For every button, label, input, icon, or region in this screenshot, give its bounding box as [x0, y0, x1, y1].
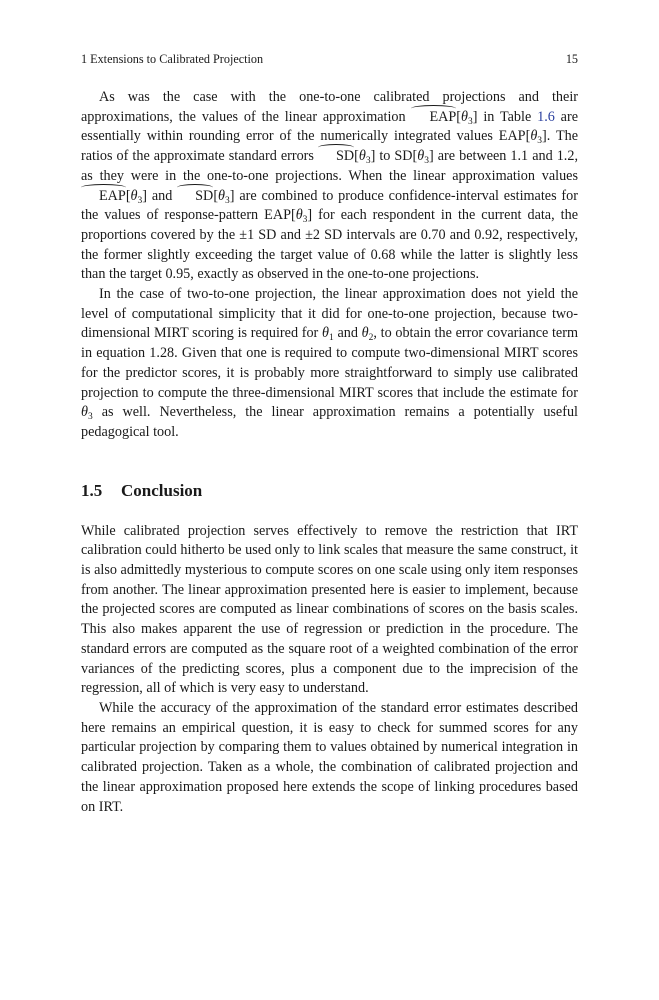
text-run: as well. Nevertheless, the linear approximation remains a potentially useful pedagogical tool. — [81, 404, 578, 440]
paragraph-2 — [81, 285, 578, 443]
subscript: 3 — [468, 116, 473, 127]
section-heading — [81, 481, 578, 501]
text-run: to SD[ — [375, 148, 418, 165]
paragraph-1: As was the case with the one-to-one calibrated projections and their approximations, the values of the linear approximation $EAP[\theta_3]$ in Table 1.6 are essentially within rounding error of the numerically integrated values $EAP[\theta_3]$. The ratios of the approximate standard errors $SD[\theta_3]$ to $SD[\theta_3]$ are between 1.1 and 1.2, as they were in the one-to-one projections. When the linear approximation values $EAP[\theta_3]$ and $SD[\theta_3]$ are combined to produce confidence-interval estimates for the values of response-pattern $EAP[\theta_3]$ for each respondent in the current data, the proportions covered by the ±1 SD and ±2 SD intervals are 0.70 and 0.92, respectively, the former slightly exceeding the target value of 0.68 while the latter is slightly less than the target 0.95, exactly as observed in the one-to-one projections. — [81, 89, 579, 283]
theta-symbol: θ — [358, 148, 366, 165]
subscript: 3 — [537, 136, 543, 147]
sd-hat: SD — [318, 147, 354, 167]
text-run: In the case of two-to-one projection, the linear approximation does not yield the level of computational simplicity that it did for one-to-one projection, because two-dimensional MIRT scoring is required for — [81, 286, 578, 342]
theta-symbol: θ — [322, 325, 329, 342]
subscript: 3 — [87, 412, 93, 423]
theta-symbol: θ — [218, 187, 226, 204]
theta-symbol: θ — [530, 128, 538, 145]
paragraph-3: While calibrated projection serves effectively to remove the restriction that IRT calibration could hitherto be used only to link scales that measure the same construct, it is also admittedly mysterious to compute scores on one scale using only item responses from another. The linear approximation presented here is easier to implement, because the projected scores are computed as linear combinations of scores on the basis scales. This also makes apparent the use of regression or prediction in the procedure. The standard errors are computed as the square root of a weighted combination of the error variances of the predicting scores, plus a component due to the imprecision of the regression, all of which is very easy to understand. — [81, 522, 578, 697]
table-link[interactable]: 1.6 — [537, 108, 555, 125]
eap-hat: EAP — [81, 187, 126, 207]
page-body — [81, 88, 578, 817]
text-run: , to obtain the error covariance term in equation 1.28. Given that one is required to compute two-dimensional MIRT scores for the predictor scores, it is probably more straightforward to simply use calibrated projection to compute the three-dimensional MIRT scores that include the estimate for — [81, 325, 578, 401]
theta-symbol: θ — [81, 404, 88, 421]
eap-hat: EAP — [411, 108, 456, 128]
section-title: Conclusion — [121, 480, 203, 500]
paragraph-4: While the accuracy of the approximation of the standard error estimates described here remains an empirical question, it is easy to check for summed scores for any particular projection by comparing them to values obtained by numerical integration in calibrated projection. Taken as a whole, the combination of calibrated projection and the linear approximation proposed here extends the scope of linking procedures based on IRT. — [81, 699, 578, 815]
subscript: 3 — [424, 156, 429, 167]
text-run: in Table — [477, 108, 538, 125]
text-run: and — [147, 187, 178, 204]
section-number: 1.5 — [81, 480, 103, 500]
theta-symbol: θ — [461, 108, 468, 125]
page-number: 15 — [565, 52, 578, 66]
subscript: 3 — [365, 156, 371, 167]
text-run: are combined to produce confidence-interval estimates for the values of response-pattern EAP[ — [81, 187, 578, 224]
text-run: ]. The ratios of the approximate standard errors — [81, 128, 579, 165]
theta-symbol: θ — [361, 325, 369, 342]
theta-symbol: θ — [295, 207, 303, 224]
running-header — [81, 52, 578, 68]
theta-symbol: θ — [417, 148, 425, 165]
running-head-chapter: 1 Extensions to Calibrated Projection — [81, 52, 264, 66]
text-run: ] are between 1.1 and 1.2, as they were in the one-to-one projections. When the linear approximation values — [81, 148, 578, 184]
text-run: ] for each respondent in the current data, the proportions covered by the ±1 SD and ±2 SD intervals are 0.70 and 0.92, respectively, the former slightly exceeding the target value of 0.68 while the latter is slightly less than the target 0.95, exactly as observed in the one-to-one projections. — [81, 207, 578, 283]
subscript: 1 — [328, 333, 334, 344]
subscript: 3 — [137, 195, 143, 206]
sd-hat: SD — [177, 187, 213, 207]
text-run: and — [333, 325, 362, 342]
subscript: 3 — [302, 215, 308, 226]
subscript: 2 — [368, 333, 374, 344]
subscript: 3 — [225, 195, 230, 206]
text-run: As was the case with the one-to-one calibrated projections and their approximations, the values of the linear approximation — [81, 89, 578, 125]
text-run: are essentially within rounding error of the numerically integrated values EAP[ — [81, 108, 578, 145]
theta-symbol: θ — [130, 187, 138, 204]
